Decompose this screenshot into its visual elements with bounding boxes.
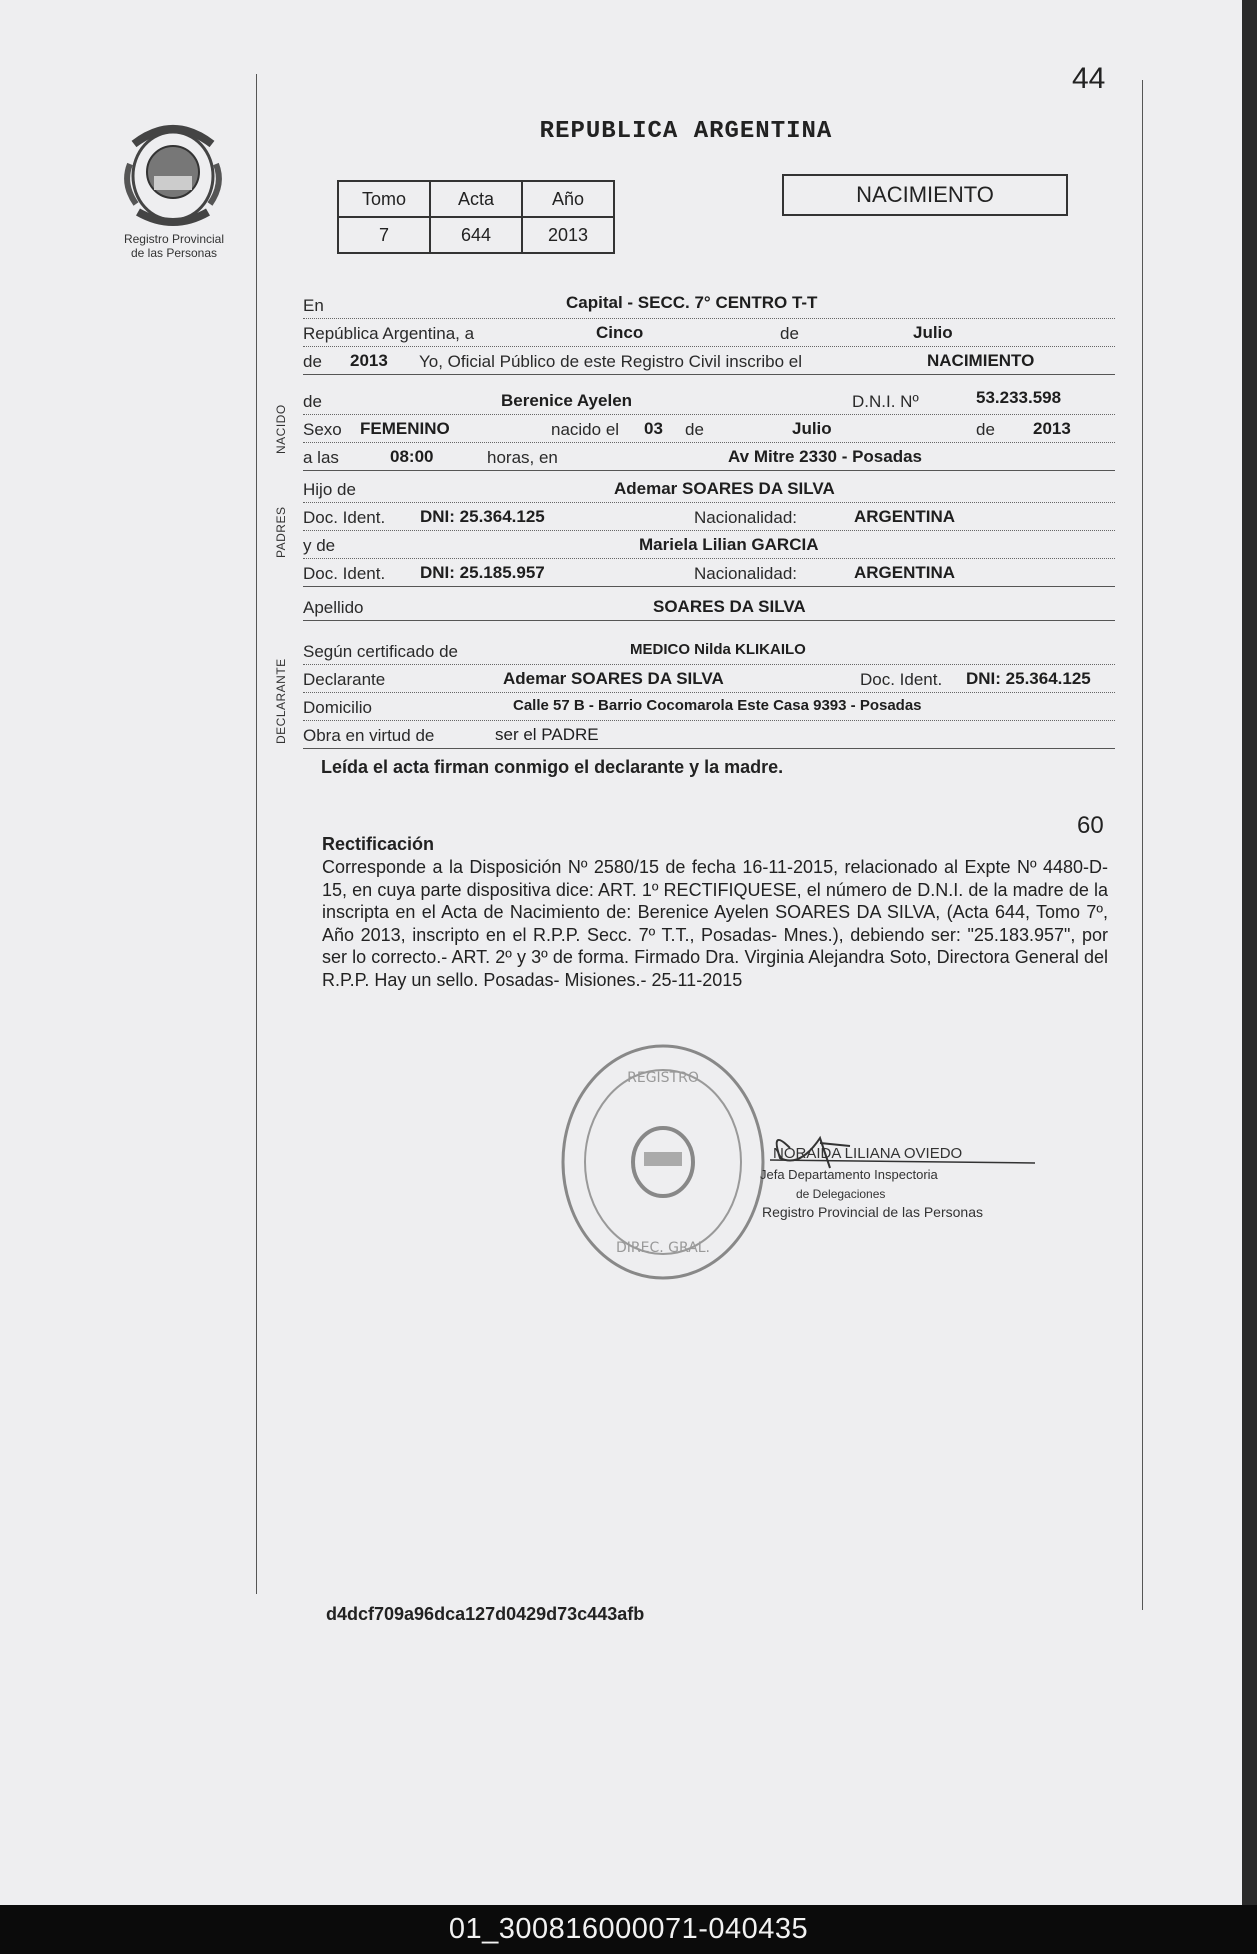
signature-name: NORAIDA LILIANA OVIEDO [773, 1145, 963, 1162]
padre-doc-value: DNI: 25.364.125 [420, 507, 545, 526]
svg-text:REGISTRO: REGISTRO [627, 1070, 699, 1086]
row-sexo [303, 418, 1115, 443]
row-declarante [303, 668, 1115, 693]
madre-nac-label: Nacionalidad: [694, 564, 798, 583]
declarante-value: Ademar SOARES DA SILVA [503, 669, 724, 688]
row-domicilio [303, 696, 1115, 721]
acta-value: 644 [430, 217, 522, 253]
anio-nacido-value: 2013 [1033, 419, 1071, 438]
hijo-label: Hijo de [303, 480, 356, 499]
anio-value: 2013 [522, 217, 614, 253]
obra-label: Obra en virtud de [303, 726, 435, 745]
en-value: Capital - SECC. 7° CENTRO T-T [566, 293, 818, 312]
apellido-value: SOARES DA SILVA [653, 597, 806, 616]
de-nacido-label: de [685, 420, 704, 439]
left-margin-line [256, 74, 257, 1594]
svg-text:DIREC. GRAL.: DIREC. GRAL. [616, 1240, 710, 1256]
acta-header: Acta [430, 181, 522, 217]
inscribo-value: NACIMIENTO [927, 351, 1035, 370]
row-apellido [303, 596, 1115, 621]
anio-header: Año [522, 181, 614, 217]
tomo-value: 7 [338, 217, 430, 253]
row-en [303, 294, 1115, 319]
hora-value: 08:00 [390, 447, 434, 466]
signature-title-line1: Jefa Departamento Inspectoria [760, 1167, 938, 1182]
padre-doc-label: Doc. Ident. [303, 508, 386, 527]
horas-label: horas, en [487, 448, 558, 467]
declarante-doc-label: Doc. Ident. [860, 670, 943, 689]
right-margin-line [1142, 80, 1143, 1610]
nacido-side-label: NACIDO [274, 404, 288, 454]
padre-nac-value: ARGENTINA [854, 507, 956, 526]
apellido-label: Apellido [303, 598, 364, 617]
yde-label: y de [303, 536, 336, 555]
row-padre [303, 478, 1115, 503]
rectificacion-body: Corresponde a la Disposición Nº 2580/15 de fecha 16-11-2015, relacionado al Expte Nº 4480-D-15, en cuya parte dispositiva dice: ART. 1º RECTIFIQUESE, el número de D.N.I. de la madre de la inscripta en el Acta de Nacimiento de: Berenice Ayelen SOARES DA SILVA, (Acta 644, Tomo 7º, Año 2013, inscripto en el R.P.P. Secc. 7º T.T., Posadas- Mnes.), debiendo ser: "25.183.957", por ser lo correcto.- ART. 2º y 3º de forma. Firmado Dra. Virginia Alejandra Soto, Directora General del R.P.P. Hay un sello. Posadas- Misiones.- 25-11-2015 [322, 857, 1108, 990]
row-madre [303, 534, 1115, 559]
scan-file-id: 01_300816000071-040435 [0, 1905, 1257, 1954]
padres-side-label: PADRES [274, 506, 288, 558]
padre-nac-label: Nacionalidad: [694, 508, 798, 527]
scan-edge [1242, 0, 1257, 1905]
tomo-header: Tomo [338, 181, 430, 217]
nacido-label: nacido el [551, 420, 620, 439]
madre-value: Mariela Lilian GARCIA [639, 535, 819, 554]
de-label: de [780, 324, 799, 343]
country-title: REPUBLICA ARGENTINA [539, 118, 833, 145]
signature-title-line2: de Delegaciones [796, 1187, 886, 1201]
de2-label: de [303, 352, 322, 371]
madre-doc-label: Doc. Ident. [303, 564, 386, 583]
record-type-box: NACIMIENTO [782, 174, 1068, 216]
declarante-label: Declarante [303, 670, 386, 689]
dia-value: Cinco [596, 323, 644, 342]
certificado-value: MEDICO Nilda KLIKAILO [630, 641, 806, 658]
dia-nacido-value: 03 [644, 419, 663, 438]
declarante-doc-value: DNI: 25.364.125 [966, 669, 1091, 688]
declarante-side-label: DECLARANTE [274, 658, 288, 744]
row-republica [303, 322, 1115, 347]
dni-value: 53.233.598 [976, 388, 1062, 407]
rectificacion-title: Rectificación [322, 834, 435, 854]
mes-nacido-value: Julio [792, 419, 832, 438]
dni-label: D.N.I. Nº [852, 392, 919, 411]
republica-label: República Argentina, a [303, 324, 475, 343]
row-hora [303, 446, 1115, 471]
sexo-label: Sexo [303, 420, 342, 439]
row-madre-doc [303, 562, 1115, 587]
rectificacion-number: 60 [1077, 812, 1104, 839]
logo-caption-line2: de las Personas [130, 246, 218, 260]
logo-caption [100, 232, 248, 260]
leida-text: Leída el acta firman conmigo el declarante y la madre. [321, 757, 784, 777]
de-nombre-label: de [303, 392, 322, 411]
row-padre-doc [303, 506, 1115, 531]
row-obra [303, 724, 1115, 749]
de-nacido-label2: de [976, 420, 995, 439]
logo-caption-line1: Registro Provincial [123, 232, 225, 246]
anio-intro-value: 2013 [350, 351, 388, 370]
sexo-value: FEMENINO [360, 419, 450, 438]
madre-doc-value: DNI: 25.185.957 [420, 563, 545, 582]
row-yo [303, 350, 1115, 375]
alas-label: a las [303, 448, 339, 467]
registry-table [337, 180, 615, 254]
signature-title-line3: Registro Provincial de las Personas [762, 1204, 983, 1220]
madre-nac-value: ARGENTINA [854, 563, 956, 582]
obra-value: ser el PADRE [495, 725, 599, 744]
row-nombre [303, 390, 1115, 415]
lugar-value: Av Mitre 2330 - Posadas [728, 447, 923, 466]
page-number: 44 [1072, 62, 1106, 95]
mes-value: Julio [913, 323, 953, 342]
document-hash: d4dcf709a96dca127d0429d73c443afb [326, 1604, 645, 1624]
certificado-label: Según certificado de [303, 642, 458, 661]
row-certificado [303, 640, 1115, 665]
domicilio-label: Domicilio [303, 698, 372, 717]
nombre-value: Berenice Ayelen [501, 391, 633, 410]
yo-label: Yo, Oficial Público de este Registro Civil inscribo el [419, 352, 802, 371]
official-seal-stamp-icon [558, 1040, 768, 1284]
padre-value: Ademar SOARES DA SILVA [614, 479, 835, 498]
domicilio-value: Calle 57 B - Barrio Cocomarola Este Casa 9393 - Posadas [513, 697, 922, 714]
en-label: En [303, 296, 324, 315]
